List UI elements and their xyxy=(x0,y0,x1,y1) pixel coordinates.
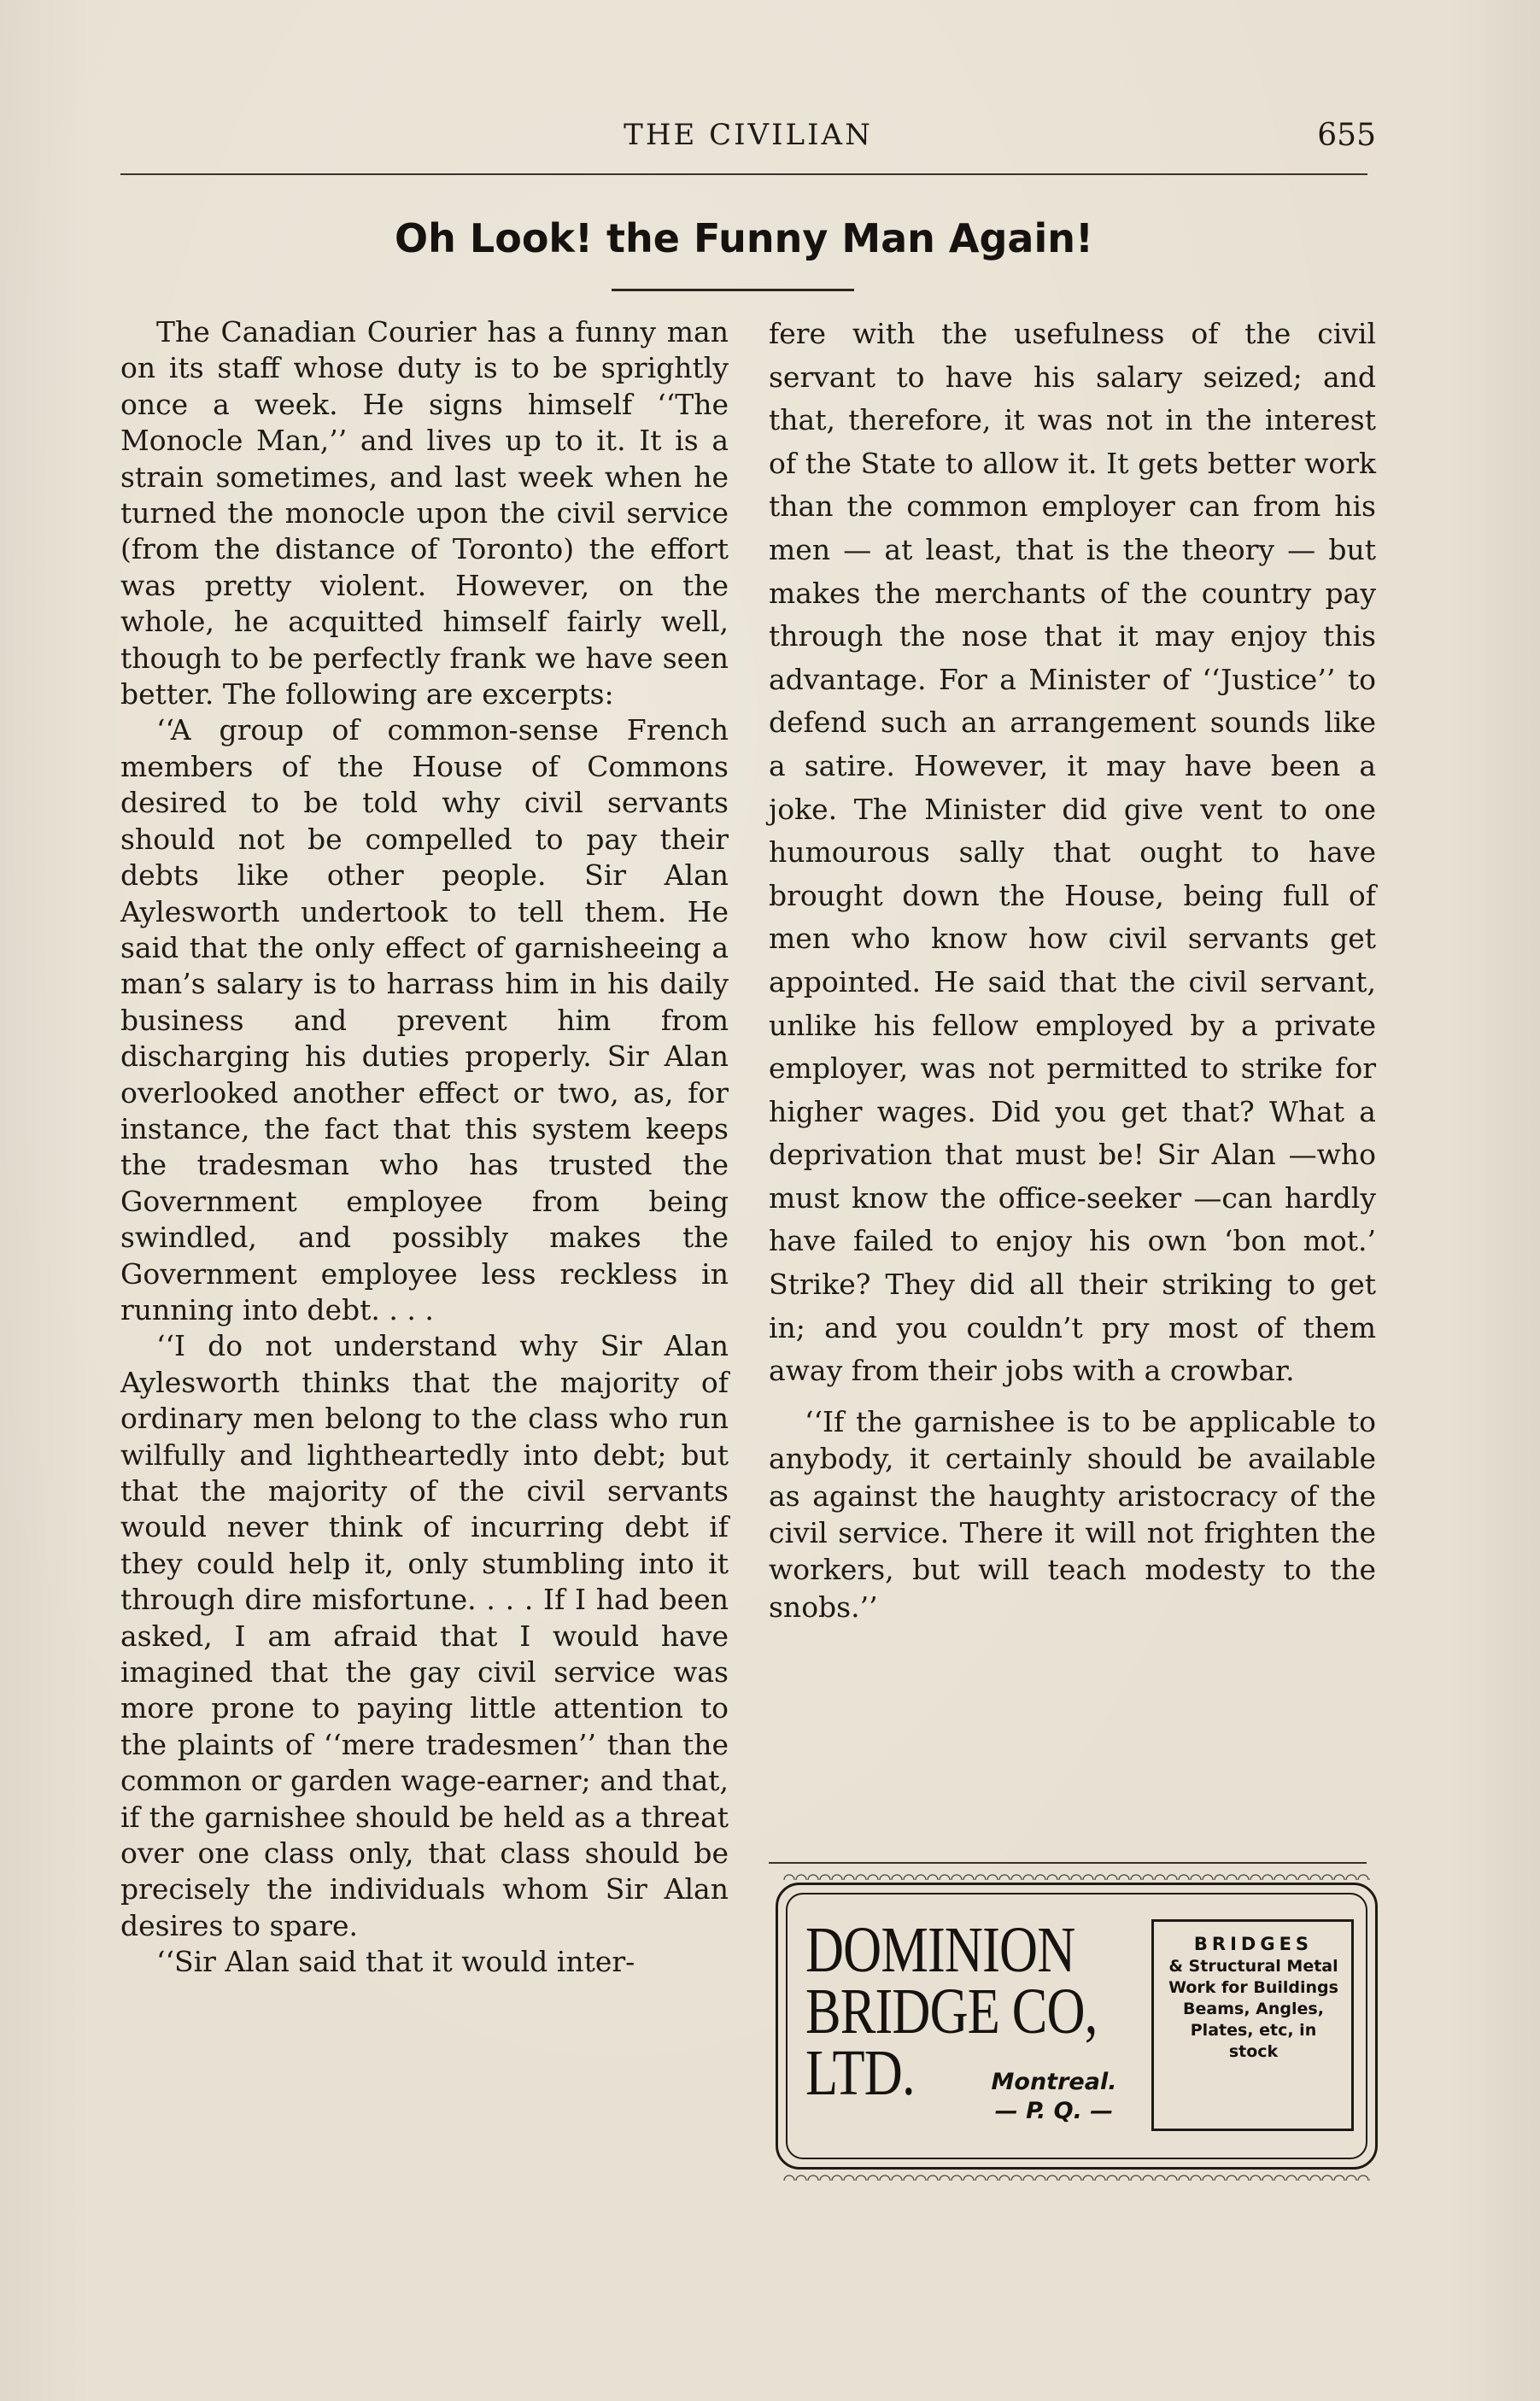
advertisement-rule xyxy=(769,1862,1367,1864)
ad-ornament-bottom xyxy=(783,2174,1370,2181)
ad-company-line: BRIDGE CO, xyxy=(805,1976,1098,2047)
running-header xyxy=(120,118,1376,155)
ad-city: Montreal. xyxy=(991,2069,1117,2095)
ad-company-line: LTD. xyxy=(805,2037,915,2109)
ad-products-box xyxy=(1151,1919,1354,2131)
ad-province: — P. Q. — xyxy=(994,2098,1114,2124)
paragraph: ‘‘If the garnishee is to be applicable to anybody, it certainly should be available as against the haughty aristocracy of the civil service. There it will not frighten the workers, but will teach modesty to the snobs.’’ xyxy=(769,1404,1376,1624)
advertisement xyxy=(776,1883,1378,2170)
header-rule xyxy=(120,173,1367,175)
ad-company-line: DOMINION xyxy=(805,1914,1075,1986)
page-number: 655 xyxy=(1317,118,1376,153)
paragraph: fere with the usefulness of the civil servant to have his salary seized; and that, therefore, it was not in the interest of the State to allow it. It gets better work than the common employer can from his men — at least, that is the theory — but makes the merchants of the country pay through the nose that it may enjoy this advantage. For a Minister of ‘‘Justice’’ to defend such an arrangement sounds like a satire. However, it may have been a joke. The Minister did give vent to one humourous sally that ought to have brought down the House, being full of men who know how civil servants get appointed. He said that the civil servant, unlike his fellow employed by a private employer, was not permitted to strike for higher wages. Did you get that? What a deprivation that must be! Sir Alan —who must know the office-seeker —can hardly have failed to enjoy his own ‘bon mot.’ Strike? They did all their striking to get in; and you couldn’t pry most of them away from their jobs with a crowbar. xyxy=(769,317,1376,1388)
paragraph: The Canadian Courier has a funny man on its staff whose duty is to be sprightly once a week. He signs himself ‘‘The Monocle Man,’’ and lives up to it. It is a strain sometimes, and last week when he turned the monocle upon the civil service (from the distance of Toronto) the effort was pretty violent. However, on the whole, he acquitted himself fairly well, though to be perfectly frank we have seen better. The following are excerpts: xyxy=(120,315,729,712)
ad-ornament-top xyxy=(783,1873,1370,1880)
headline-rule xyxy=(612,289,854,291)
ad-location xyxy=(959,2068,1149,2126)
right-column xyxy=(769,313,1376,1625)
ad-box-text: & Structural Metal Work for Buildings Beams, Angles, Plates, etc, in stock xyxy=(1168,1957,1338,2061)
left-column xyxy=(120,314,729,1981)
paragraph: ‘‘A group of common-sense French members of the House of Commons desired to be told why civil servants should not be compelled to pay their debts like other people. Sir Alan Aylesworth undertook to tell them. He said that the only effect of garnisheeing a man’s salary is to harrass him in his daily business and prevent him from discharging his duties properly. Sir Alan overlooked another effect or two, as, for instance, the fact that this system keeps the tradesman who has trusted the Government employee from being swindled, and possibly makes the Government employee less reckless in running into debt. . . . xyxy=(120,713,729,1326)
paragraph: ‘‘I do not understand why Sir Alan Aylesworth thinks that the majority of ordinary men belong to the class who run wilfully and lightheartedly into debt; but that the majority of the civil servants would never think of incurring debt if they could help it, only stumbling into it through dire misfortune. . . . If I had been asked, I am afraid that I would have imagined that the gay civil service was more prone to paying little attention to the plaints of ‘‘mere tradesmen’’ than the common or garden wage-earner; and that, if the garnishee should be held as a threat over one class only, that class should be precisely the individuals whom Sir Alan desires to spare. xyxy=(120,1329,729,1942)
ad-box-heading: BRIDGES xyxy=(1193,1934,1314,1954)
article-headline: Oh Look! the Funny Man Again! xyxy=(395,215,1093,261)
paragraph: ‘‘Sir Alan said that it would inter- xyxy=(156,1945,635,1979)
journal-title: THE CIVILIAN xyxy=(624,118,873,152)
